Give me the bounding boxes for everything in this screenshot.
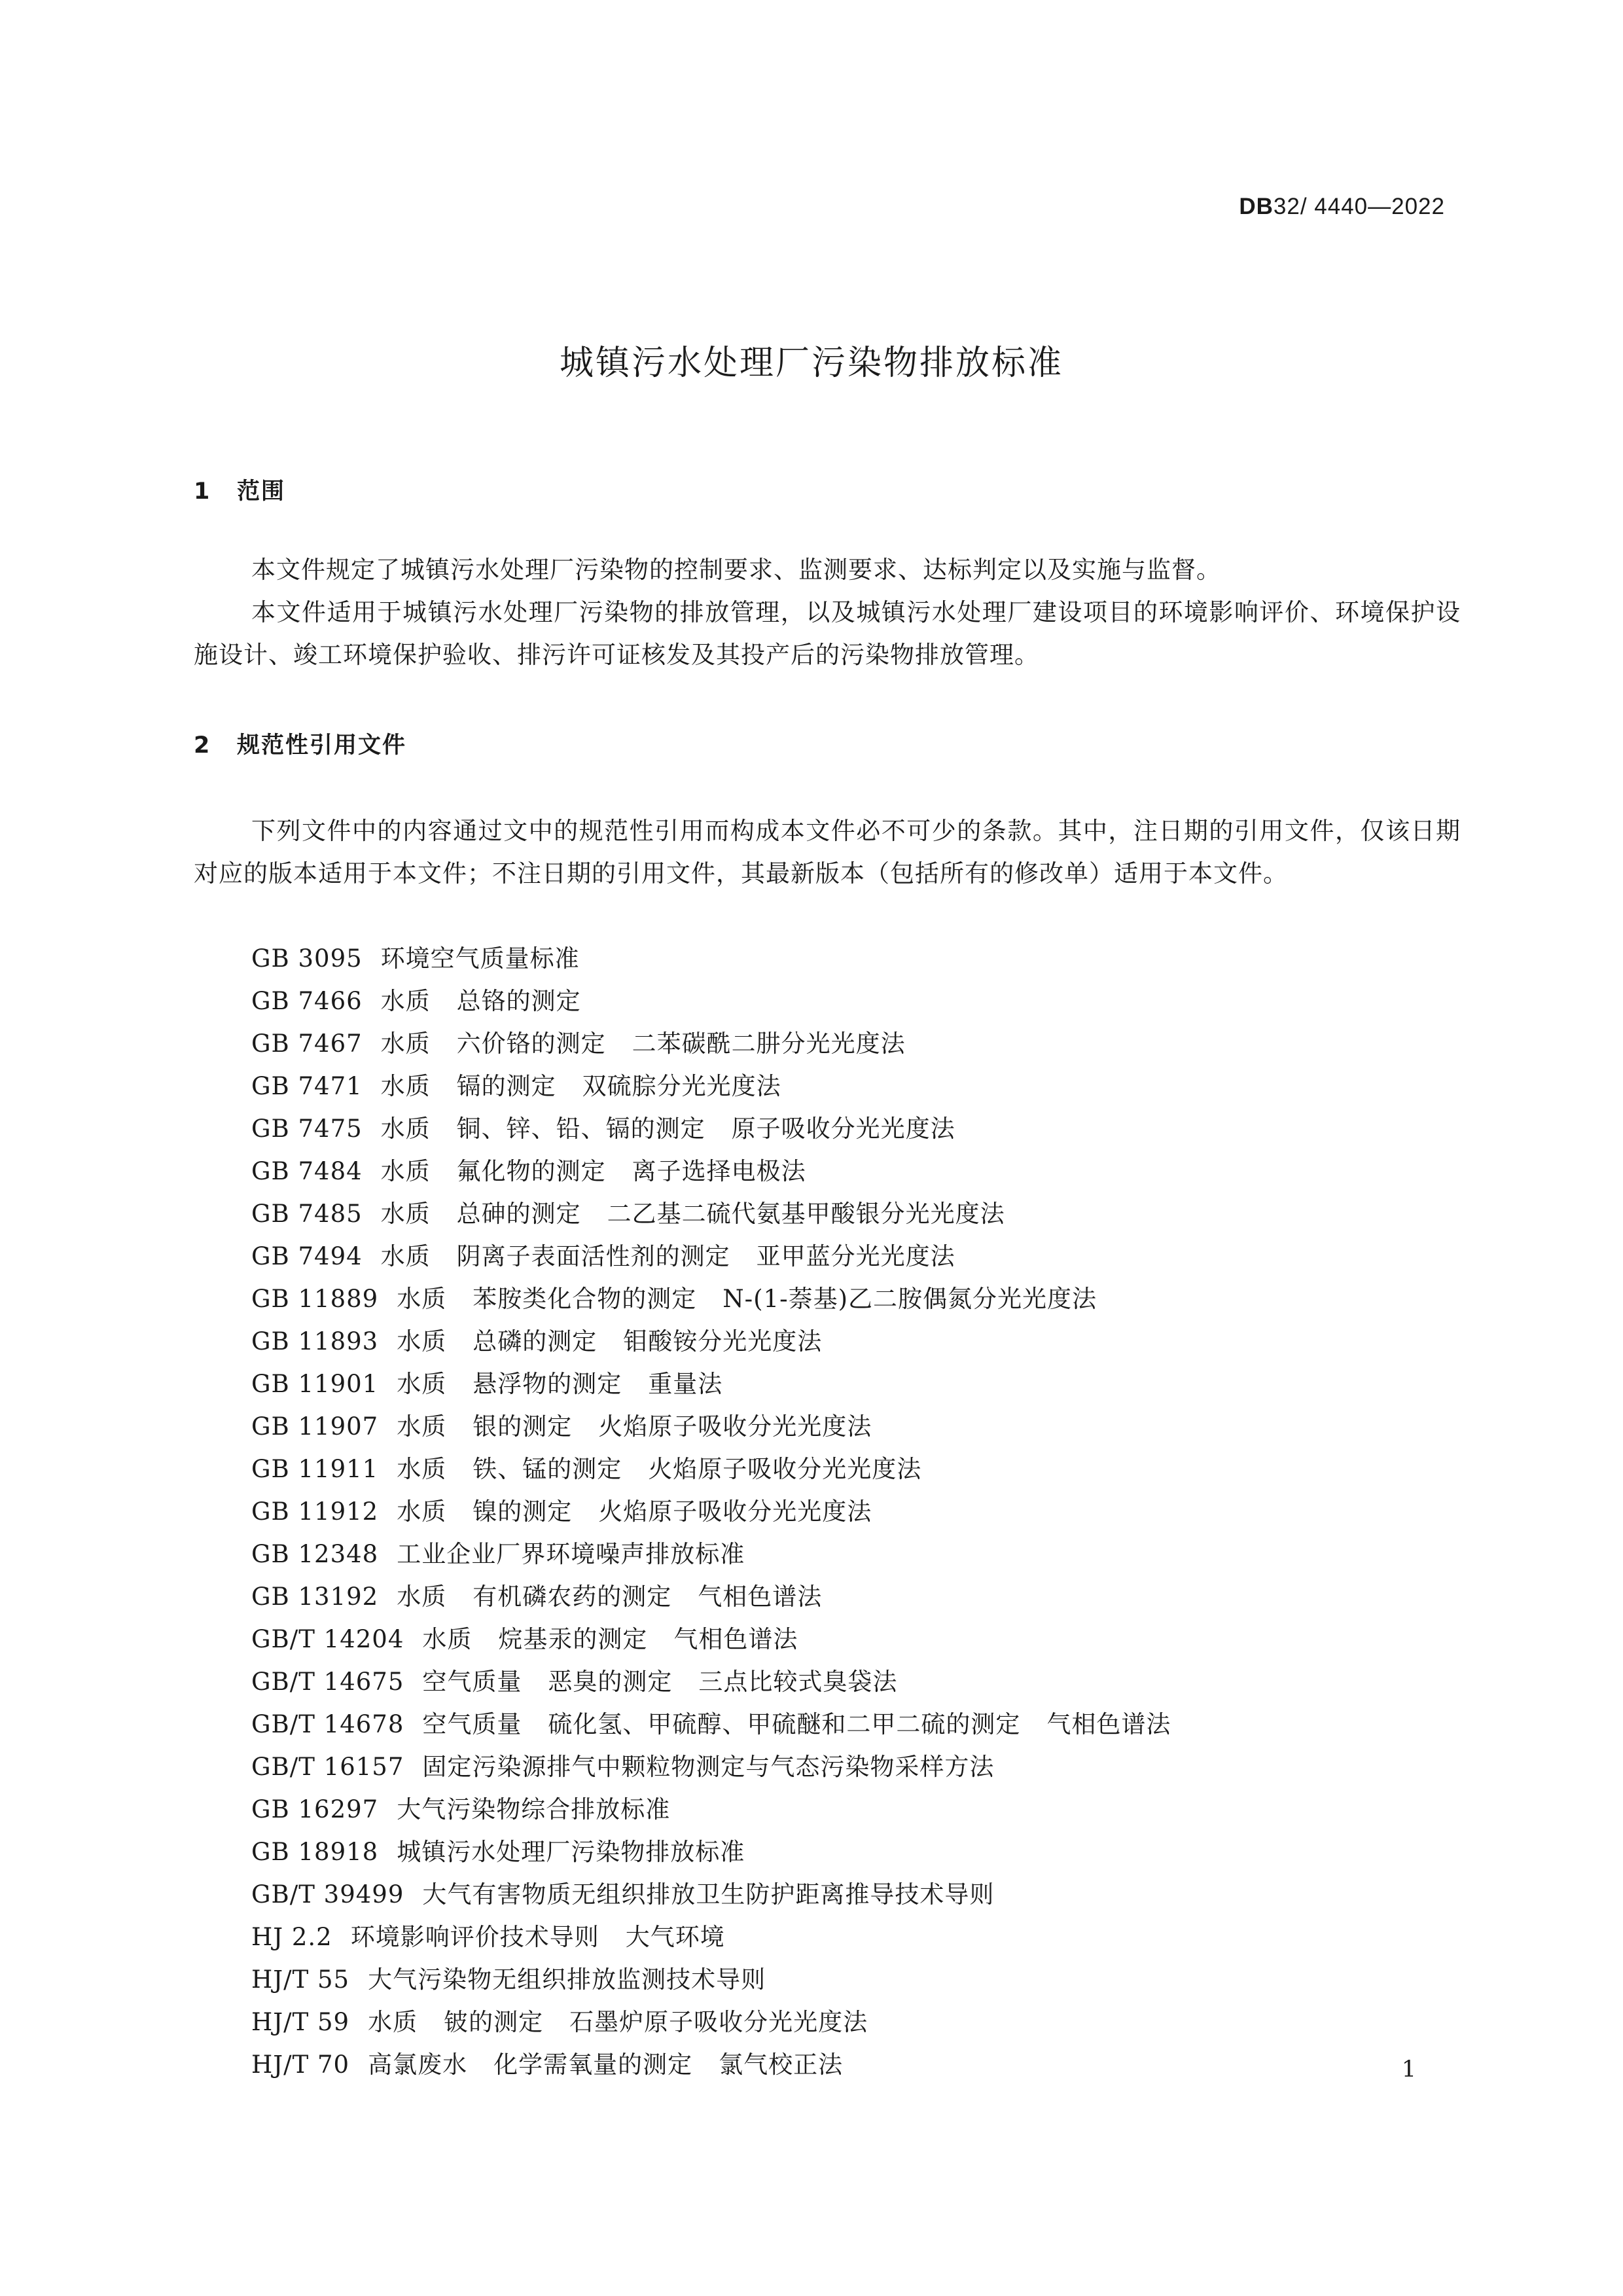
- references-intro-paragraph: 下列文件中的内容通过文中的规范性引用而构成本文件必不可少的条款。其中，注日期的引用文件，仅该日期对应的版本适用于本文件；不注日期的引用文件，其最新版本（包括所有的修改单）适用于本文件。: [194, 817, 1461, 888]
- section-2-title: 规范性引用文件: [237, 732, 407, 759]
- reference-item: [251, 1150, 1171, 1193]
- reference-title-part: 恶臭的测定: [548, 1668, 673, 1696]
- reference-title-part: 银的测定: [473, 1412, 573, 1441]
- section-1-title: 范围: [237, 478, 286, 505]
- reference-title-part: 亚甲蓝分光光度法: [756, 1242, 955, 1270]
- reference-code: GB 11912: [251, 1498, 379, 1526]
- reference-title-part: 水质: [397, 1412, 447, 1441]
- reference-code: GB 7466: [251, 987, 363, 1015]
- reference-item: [251, 1405, 1171, 1448]
- reference-code: GB/T 14675: [251, 1668, 404, 1696]
- reference-code: GB 16297: [251, 1795, 379, 1823]
- reference-item: [251, 1278, 1171, 1320]
- reference-title-part: 水质: [397, 1498, 447, 1526]
- reference-code: GB 7484: [251, 1157, 363, 1185]
- reference-code: GB 18918: [251, 1838, 379, 1866]
- reference-item: [251, 1022, 1171, 1065]
- reference-item: [251, 1660, 1171, 1703]
- section-2-heading: [194, 727, 406, 760]
- reference-title-part: 水质: [422, 1625, 473, 1653]
- reference-title-part: 氟化物的测定: [456, 1157, 606, 1185]
- scope-paragraph-1: 本文件规定了城镇污水处理厂污染物的控制要求、监测要求、达标判定以及实施与监督。: [251, 556, 1221, 584]
- reference-item: [251, 1363, 1171, 1405]
- reference-title-part: 火焰原子吸收分光光度法: [598, 1498, 872, 1526]
- reference-item: [251, 1320, 1171, 1363]
- reference-title-part: 氯气校正法: [719, 2051, 844, 2079]
- reference-title-part: 气相色谱法: [673, 1625, 798, 1653]
- reference-item: [251, 1065, 1171, 1107]
- document-code-prefix: DB: [1239, 194, 1274, 219]
- reference-title-part: 苯胺类化合物的测定: [473, 1285, 697, 1313]
- reference-title-part: 硫化氢、甲硫醇、甲硫醚和二甲二硫的测定: [548, 1710, 1021, 1738]
- reference-title-part: 二苯碳酰二肼分光光度法: [632, 1030, 906, 1058]
- reference-title-part: 火焰原子吸收分光光度法: [648, 1455, 922, 1483]
- reference-code: GB 13192: [251, 1583, 379, 1611]
- reference-title-part: 重量法: [648, 1370, 723, 1398]
- reference-title-part: 水质: [380, 1072, 431, 1100]
- reference-code: GB 11901: [251, 1370, 379, 1398]
- reference-title-part: 石墨炉原子吸收分光光度法: [569, 2008, 868, 2036]
- reference-item: [251, 1873, 1171, 1916]
- reference-code: GB/T 39499: [251, 1880, 404, 1909]
- reference-title-part: 水质: [368, 2008, 418, 2036]
- reference-item: [251, 1916, 1171, 1958]
- reference-code: GB 7485: [251, 1200, 363, 1228]
- document-title: 城镇污水处理厂污染物排放标准: [559, 344, 1063, 383]
- reference-item: [251, 2043, 1171, 2086]
- reference-item: [251, 980, 1171, 1022]
- reference-item: [251, 1618, 1171, 1660]
- reference-title-part: 水质: [380, 1030, 431, 1058]
- reference-item: [251, 1107, 1171, 1150]
- reference-item: [251, 1490, 1171, 1533]
- reference-item: [251, 2001, 1171, 2043]
- reference-code: GB 7494: [251, 1242, 363, 1270]
- reference-title-part: N-(1-萘基)乙二胺偶氮分光光度法: [722, 1285, 1097, 1313]
- reference-title-part: 二乙基二硫代氨基甲酸银分光光度法: [607, 1200, 1005, 1228]
- reference-title-part: 水质: [397, 1327, 447, 1355]
- reference-title-part: 大气污染物综合排放标准: [397, 1795, 671, 1823]
- reference-code: HJ/T 55: [251, 1965, 350, 1994]
- page-number: 1: [1401, 2056, 1416, 2083]
- reference-item: [251, 1235, 1171, 1278]
- document-code: [1239, 194, 1445, 220]
- reference-title-part: 有机磷农药的测定: [473, 1583, 672, 1611]
- reference-title-part: 化学需氧量的测定: [493, 2051, 693, 2079]
- reference-title-part: 大气有害物质无组织排放卫生防护距离推导技术导则: [422, 1880, 995, 1909]
- reference-title-part: 水质: [397, 1285, 447, 1313]
- reference-item: [251, 1788, 1171, 1831]
- reference-title-part: 离子选择电极法: [632, 1157, 806, 1185]
- reference-code: GB/T 14204: [251, 1625, 404, 1653]
- reference-title-part: 镉的测定: [456, 1072, 556, 1100]
- reference-title-part: 双硫腙分光光度法: [582, 1072, 781, 1100]
- reference-title-part: 大气环境: [625, 1923, 725, 1951]
- reference-code: GB/T 14678: [251, 1710, 404, 1738]
- reference-title-part: 镍的测定: [473, 1498, 573, 1526]
- reference-code: GB 12348: [251, 1540, 379, 1568]
- reference-code: GB 7471: [251, 1072, 363, 1100]
- reference-title-part: 工业企业厂界环境噪声排放标准: [397, 1540, 745, 1568]
- reference-title-part: 烷基汞的测定: [498, 1625, 648, 1653]
- reference-code: GB/T 16157: [251, 1753, 404, 1781]
- reference-item: [251, 1831, 1171, 1873]
- reference-title-part: 空气质量: [422, 1710, 522, 1738]
- reference-title-part: 总砷的测定: [456, 1200, 581, 1228]
- reference-title-part: 水质: [380, 1157, 431, 1185]
- reference-code: GB 11911: [251, 1455, 379, 1483]
- reference-title-part: 固定污染源排气中颗粒物测定与气态污染物采样方法: [422, 1753, 995, 1781]
- reference-title-part: 六价铬的测定: [456, 1030, 606, 1058]
- reference-title-part: 铍的测定: [444, 2008, 544, 2036]
- section-1-heading: [194, 473, 285, 506]
- reference-item: [251, 1533, 1171, 1575]
- section-2-number: 2: [194, 732, 211, 759]
- reference-title-part: 水质: [397, 1370, 447, 1398]
- reference-title-part: 火焰原子吸收分光光度法: [598, 1412, 872, 1441]
- reference-item: [251, 1448, 1171, 1490]
- reference-list: [251, 937, 1171, 2086]
- reference-item: [251, 937, 1171, 980]
- reference-title-part: 水质: [380, 1200, 431, 1228]
- reference-title-part: 钼酸铵分光光度法: [623, 1327, 823, 1355]
- reference-code: GB 3095: [251, 944, 363, 973]
- reference-title-part: 悬浮物的测定: [473, 1370, 622, 1398]
- reference-title-part: 原子吸收分光光度法: [731, 1115, 955, 1143]
- document-code-number: 32/ 4440—2022: [1273, 194, 1445, 219]
- reference-code: HJ/T 59: [251, 2008, 350, 2036]
- reference-item: [251, 1746, 1171, 1788]
- reference-title-part: 水质: [380, 1115, 431, 1143]
- reference-title-part: 水质: [397, 1583, 447, 1611]
- reference-title-part: 阴离子表面活性剂的测定: [456, 1242, 730, 1270]
- reference-title-part: 空气质量: [422, 1668, 522, 1696]
- reference-code: HJ 2.2: [251, 1923, 332, 1951]
- reference-title-part: 环境空气质量标准: [380, 944, 580, 973]
- reference-title-part: 环境影响评价技术导则: [350, 1923, 599, 1951]
- reference-title-part: 高氯废水: [368, 2051, 468, 2079]
- reference-title-part: 水质: [397, 1455, 447, 1483]
- reference-title-part: 水质: [380, 987, 431, 1015]
- reference-code: GB 11889: [251, 1285, 379, 1313]
- reference-title-part: 铁、锰的测定: [473, 1455, 622, 1483]
- reference-title-part: 总铬的测定: [456, 987, 581, 1015]
- reference-code: GB 11893: [251, 1327, 379, 1355]
- reference-title-part: 大气污染物无组织排放监测技术导则: [368, 1965, 766, 1994]
- reference-title-part: 总磷的测定: [473, 1327, 597, 1355]
- reference-title-part: 城镇污水处理厂污染物排放标准: [397, 1838, 745, 1866]
- reference-title-part: 铜、锌、铅、镉的测定: [456, 1115, 705, 1143]
- reference-title-part: 气相色谱法: [698, 1583, 823, 1611]
- reference-item: [251, 1575, 1171, 1618]
- reference-code: GB 7467: [251, 1030, 363, 1058]
- reference-item: [251, 1193, 1171, 1235]
- reference-item: [251, 1958, 1171, 2001]
- reference-title-part: 水质: [380, 1242, 431, 1270]
- reference-title-part: 三点比较式臭袋法: [698, 1668, 898, 1696]
- reference-code: GB 7475: [251, 1115, 363, 1143]
- reference-code: GB 11907: [251, 1412, 379, 1441]
- reference-item: [251, 1703, 1171, 1746]
- section-1-number: 1: [194, 478, 211, 505]
- reference-code: HJ/T 70: [251, 2051, 350, 2079]
- scope-paragraph-2: 本文件适用于城镇污水处理厂污染物的排放管理，以及城镇污水处理厂建设项目的环境影响评价、环境保护设施设计、竣工环境保护验收、排污许可证核发及其投产后的污染物排放管理。: [194, 598, 1461, 669]
- reference-title-part: 气相色谱法: [1046, 1710, 1171, 1738]
